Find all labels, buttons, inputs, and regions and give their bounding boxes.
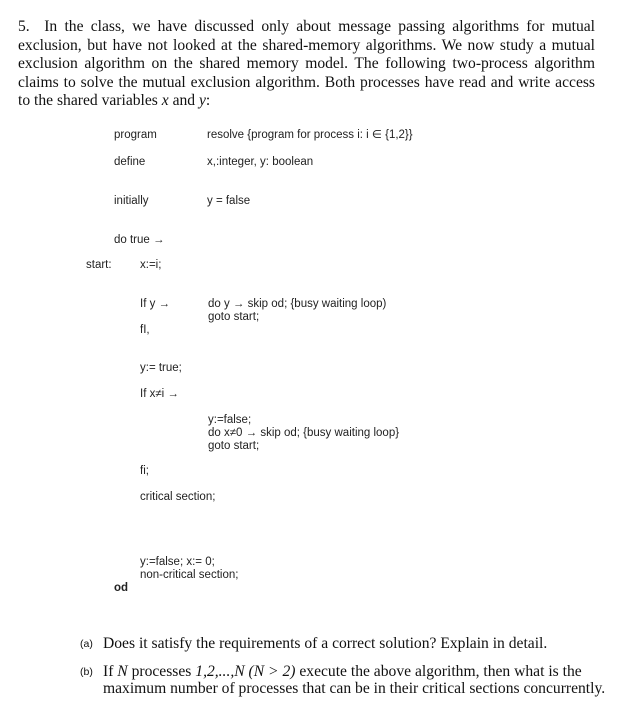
question-b-process-list: 1,2,...,N (N > 2)	[195, 663, 296, 680]
code-reset: y:=false; x:= 0;	[140, 556, 215, 568]
question-b-letter: (b)	[80, 666, 93, 678]
code-goto-start-1: goto start;	[208, 311, 260, 323]
code-fi-1: fI,	[140, 324, 150, 336]
code-goto-start-2: goto start;	[208, 440, 260, 452]
question-a-letter: (a)	[80, 638, 93, 650]
code-busy-wait-y: do y → skip od; {busy waiting loop)	[208, 298, 387, 310]
code-start-label: start:	[86, 259, 112, 271]
code-if-x: If x≠i →	[140, 388, 179, 400]
variable-x: x	[161, 92, 169, 110]
code-program-keyword: program	[114, 129, 157, 141]
question-b-text	[103, 663, 625, 697]
code-fi-2: fi;	[140, 465, 149, 477]
code-noncritical-section: non-critical section;	[140, 569, 239, 581]
code-assign-x: x:=i;	[140, 259, 162, 271]
code-initially-value: y = false	[207, 195, 251, 207]
code-y-true: y:= true;	[140, 362, 182, 374]
question-b-processes: processes	[127, 663, 196, 680]
code-define-value: x,:integer, y: boolean	[207, 156, 314, 168]
variable-y: y	[199, 92, 206, 110]
problem-text: In the class, we have discussed only about message passing algorithms for mutual exclusion, but have not looked at the shared-memory algorithms. We now study a mutual exclusion algorithm on the shared memory model. The following two-process algorithm claims to solve the mutual exclusion algorithm. Both processes have read and write access to the shared variables	[18, 18, 595, 110]
problem-statement	[18, 18, 595, 111]
code-y-false: y:=false;	[208, 414, 252, 426]
code-if-y: If y →	[140, 298, 171, 310]
colon: :	[205, 92, 211, 110]
code-do-true: do true →	[114, 234, 165, 246]
code-busy-wait-x: do x≠0 → skip od; {busy waiting loop}	[208, 427, 400, 439]
question-b	[80, 663, 625, 699]
code-initially-keyword: initially	[114, 195, 149, 207]
question-a-text: Does it satisfy the requirements of a correct solution? Explain in detail.	[103, 635, 548, 652]
conjunction: and	[168, 92, 199, 110]
code-program-value: resolve {program for process i: i ∈ {1,2}}	[207, 129, 413, 141]
code-od: od	[114, 582, 129, 594]
question-b-if: If	[103, 663, 118, 680]
question-b-n: N	[117, 663, 128, 680]
code-define-keyword: define	[114, 156, 146, 168]
code-critical-section: critical section;	[140, 491, 216, 503]
question-b-rest: execute the above algorithm, then what is the maximum number of processes that can be in their critical sections concurrently.	[103, 663, 606, 697]
problem-number: 5.	[18, 18, 30, 35]
